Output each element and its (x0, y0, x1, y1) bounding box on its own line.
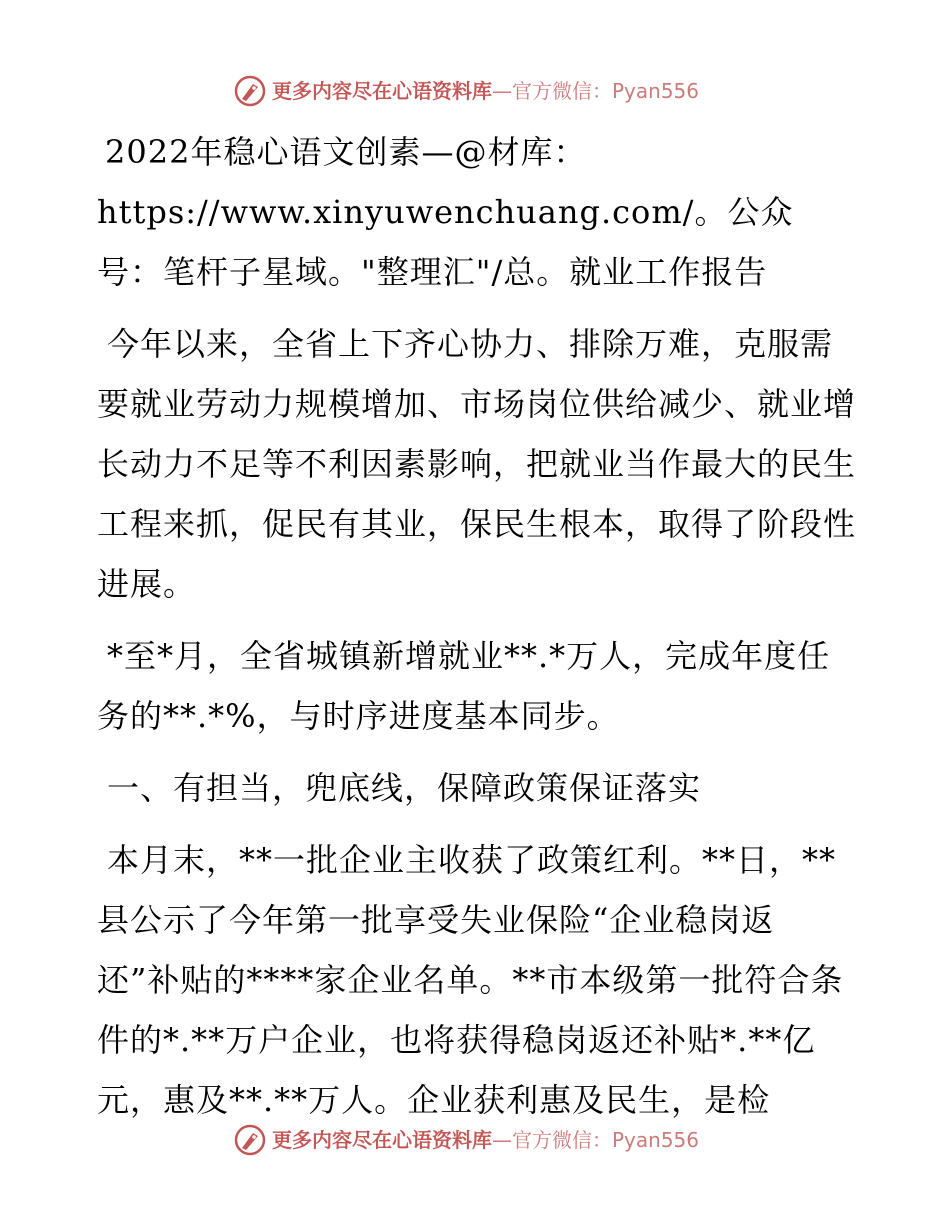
paragraph-intro: 今年以来，全省上下齐心协力、排除万难，克服需要就业劳动力规模增加、市场岗位供给减少、就业增长动力不足等不利因素影响，把就业当作最大的民生工程来抓，促民有其业，保民生根本，取得了阶段性进展。 (97, 325, 857, 603)
paragraph-title: 2022年稳心语文创素—@材库：https://www.xinyuwenchuang.com/。公众号：笔杆子星域。"整理汇"/总。就业工作报告 (97, 133, 794, 291)
paragraph-body: 本月末，**一批企业主收获了政策红利。**日，**县公示了今年第一批享受失业保险“企业稳岗返还”补贴的****家企业名单。**市本级第一批符合条件的*.**万户企业，也将获得稳岗返还补贴*.**亿元，惠及**.**万人。企业获利惠及民生，是检 (97, 841, 844, 1119)
document-body (97, 122, 857, 1130)
pen-nib-logo-icon (233, 1123, 267, 1157)
pen-nib-logo-icon (233, 74, 267, 108)
header-watermark (0, 72, 950, 112)
footer-watermark (0, 1121, 950, 1161)
paragraph-stats: *至*月，全省城镇新增就业**.*万人，完成年度任务的**.*%，与时序进度基本同步。 (97, 637, 831, 735)
watermark-text: 更多内容尽在心语资料库—官方微信：Pyan556 (272, 79, 700, 103)
watermark-text: 更多内容尽在心语资料库—官方微信：Pyan556 (272, 1128, 700, 1152)
section-heading: 一、有担当，兜底线，保障政策保证落实 (107, 769, 702, 807)
